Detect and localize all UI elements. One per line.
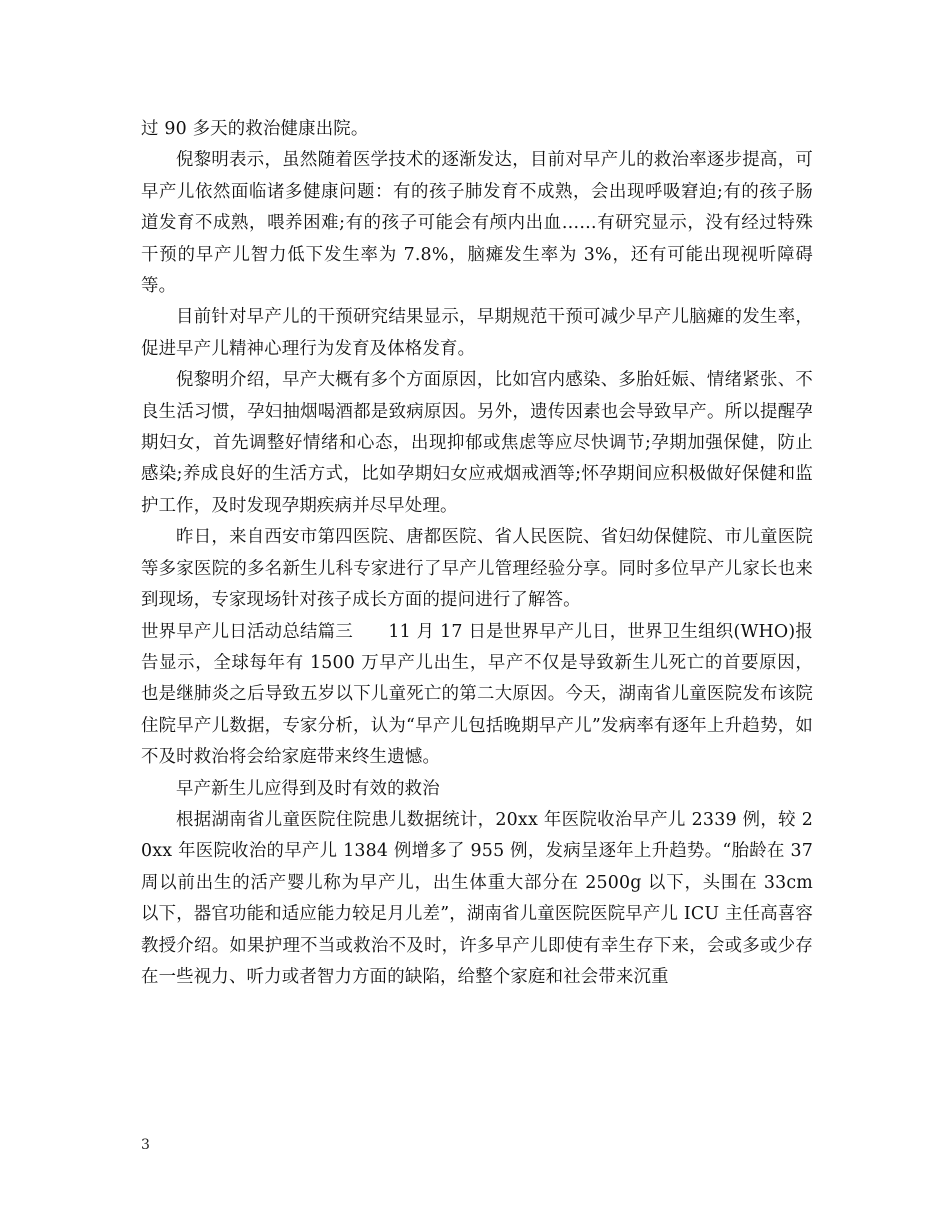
paragraph-5: 昨日，来自西安市第四医院、唐都医院、省人民医院、省妇幼保健院、市儿童医院等多家医院的多名新生儿科专家进行了早产儿管理经验分享。同时多位早产儿家长也来到现场，专家现场针对孩子成长方面的提问进行了解答。: [141, 527, 813, 611]
paragraph-4: 倪黎明介绍，早产大概有多个方面原因，比如宫内感染、多胎妊娠、情绪紧张、不良生活习惯，孕妇抽烟喝酒都是致病原因。另外，遗传因素也会导致早产。所以提醒孕期妇女，首先调整好情绪和心态，出现抑郁或焦虑等应尽快调节;孕期加强保健，防止感染;养成良好的生活方式，比如孕期妇女应戒烟戒酒等;怀孕期间应积极做好保健和监护工作，及时发现孕期疾病并尽早处理。: [141, 370, 813, 516]
paragraph-3: 目前针对早产儿的干预研究结果显示，早期规范干预可减少早产儿脑瘫的发生率，促进早产儿精神心理行为发育及体格发育。: [141, 307, 813, 359]
body-text: [141, 114, 813, 993]
paragraph-6-section-heading: 世界早产儿日活动总结篇三 11 月 17 日是世界早产儿日，世界卫生组织(WHO)报告显示，全球每年有 1500 万早产儿出生，早产不仅是导致新生儿死亡的首要原因，也是继肺炎之后导致五岁以下儿童死亡的第二大原因。今天，湖南省儿童医院发布该院住院早产儿数据，专家分析，认为“早产儿包括晚期早产儿”发病率有逐年上升趋势，如不及时救治将会给家庭带来终生遗憾。: [141, 621, 813, 768]
paragraph-8: 根据湖南省儿童医院住院患儿数据统计，20xx 年医院收治早产儿 2339 例，较 20xx 年医院收治的早产儿 1384 例增多了 955 例，发病呈逐年上升趋势。“胎龄在 37 周以前出生的活产婴儿称为早产儿，出生体重大部分在 2500g 以下，头围在 33cm 以下，器官功能和适应能力较足月儿差”，湖南省儿童医院医院早产儿 ICU 主任高喜容教授介绍。如果护理不当或救治不及时，许多早产儿即使有幸生存下来，会或多或少存在一些视力、听力或者智力方面的缺陷，给整个家庭和社会带来沉重: [141, 809, 813, 987]
page-number: 3: [141, 1137, 150, 1153]
paragraph-2: 倪黎明表示，虽然随着医学技术的逐渐发达，目前对早产儿的救治率逐步提高，可早产儿依然面临诸多健康问题：有的孩子肺发育不成熟，会出现呼吸窘迫;有的孩子肠道发育不成熟，喂养困难;有的孩子可能会有颅内出血……有研究显示，没有经过特殊干预的早产儿智力低下发生率为 7.8%，脑瘫发生率为 3%，还有可能出现视听障碍等。: [141, 150, 813, 297]
paragraph-1: 过 90 多天的救治健康出院。: [141, 119, 369, 139]
paragraph-7-subheading: 早产新生儿应得到及时有效的救治: [176, 778, 440, 799]
